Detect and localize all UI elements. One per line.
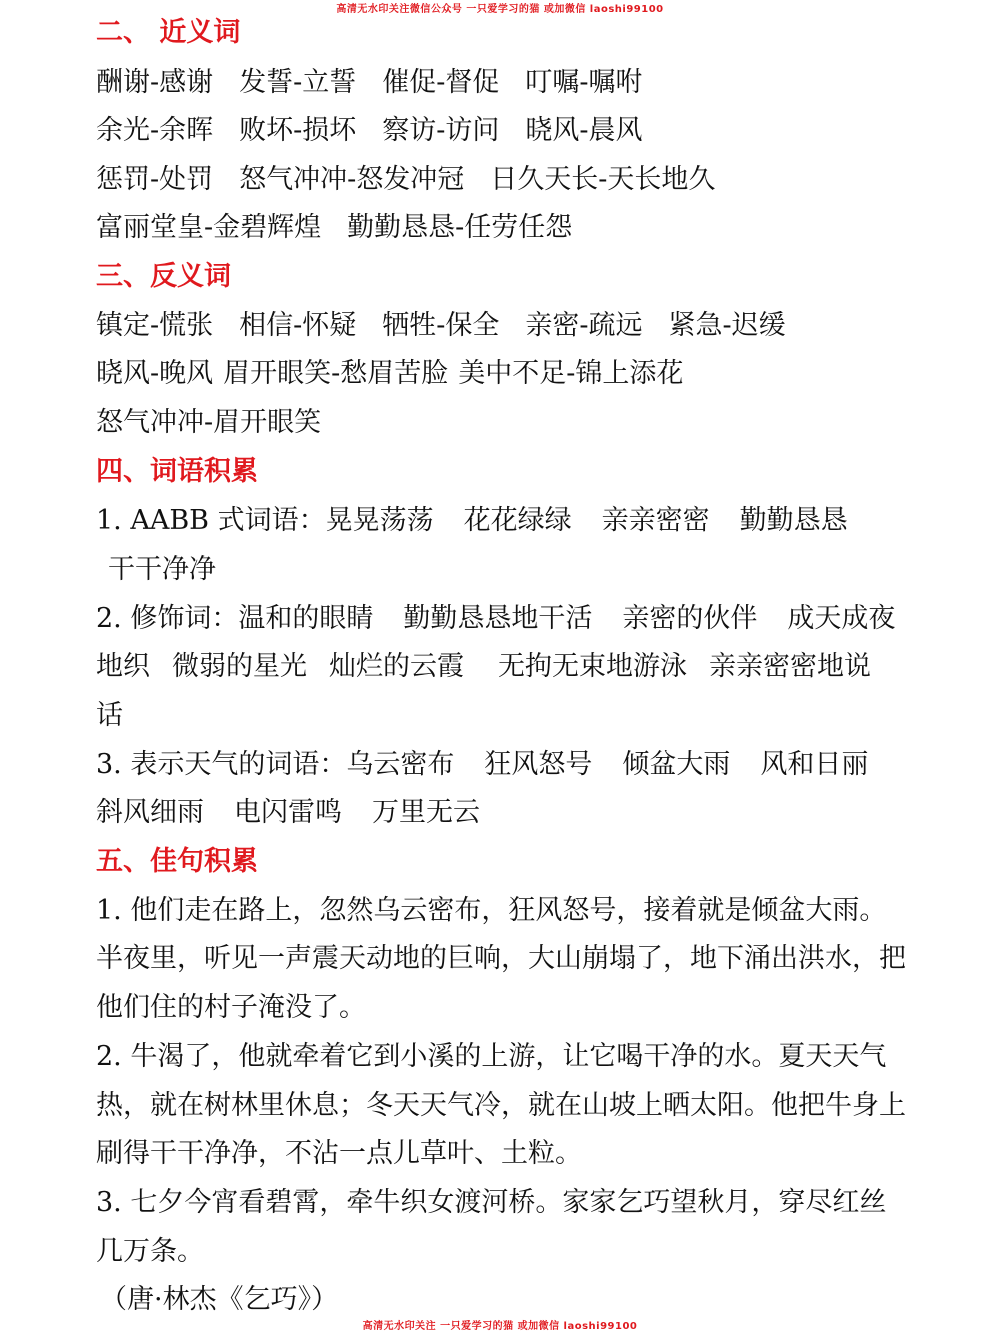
poem-line: 几万条。 [96, 1236, 204, 1267]
word-pair: 余光-余晖 [96, 115, 214, 146]
word-pair: 晓风-晚风 [96, 358, 214, 389]
phrase: 亲密的伙伴 [622, 603, 758, 634]
word-pair: 相信-怀疑 [239, 310, 357, 341]
word-pair: 怒气冲冲-眉开眼笑 [96, 407, 322, 438]
phrase: 斜风细雨 [96, 797, 204, 828]
sentences-heading: 五、佳句积累 [96, 846, 258, 877]
phrase: 倾盆大雨 [622, 749, 731, 780]
phrase: 勤勤恳恳地干活 [403, 603, 593, 634]
sentence-line: 他们住的村子淹没了。 [96, 992, 366, 1023]
vocab-item-2-line-2 [96, 650, 910, 684]
word-pair: 酬谢-感谢 [96, 67, 214, 98]
vocab-heading: 四、词语积累 [96, 456, 258, 487]
word: 亲亲密密 [601, 505, 710, 536]
antonyms-heading: 三、反义词 [96, 261, 231, 292]
word-pair: 察访-访问 [382, 115, 500, 146]
watermark-top: 高清无水印关注微信公众号 一只爱学习的猫 或加微信 laoshi99100 [336, 4, 664, 15]
phrase: 成天成夜 [787, 603, 896, 634]
vocab-item-2-line-1 [96, 602, 910, 636]
phrase: 微弱的星光 [172, 651, 307, 682]
poem-attribution: （唐·林杰《乞巧》） [100, 1284, 339, 1315]
word-pair: 勤勤恳恳-任劳任怨 [347, 212, 573, 243]
synonyms-row-3 [96, 163, 910, 197]
watermark-bottom: 高清无水印关注 一只爱学习的猫 或加微信 laoshi99100 [362, 1321, 638, 1332]
sentence-line: 1. 他们走在路上，忽然乌云密布，狂风怒号，接着就是倾盆大雨。 [96, 895, 887, 926]
word-pair: 美中不足-锦上添花 [458, 358, 684, 389]
phrase: 亲亲密密地说 [709, 651, 871, 682]
vocab-item-1-cont: 干干净净 [108, 554, 216, 585]
word: 勤勤恳恳 [739, 505, 848, 536]
word: 晃晃荡荡 [325, 505, 434, 536]
word-pair: 日久天长-天长地久 [490, 164, 716, 195]
synonyms-row-2 [96, 114, 910, 148]
poem-line: 3. 七夕今宵看碧霄，牵牛织女渡河桥。家家乞巧望秋月，穿尽红丝 [96, 1187, 887, 1218]
word-pair: 富丽堂皇-金碧辉煌 [96, 212, 322, 243]
phrase: 狂风怒号 [484, 749, 593, 780]
word-pair: 叮嘱-嘱咐 [525, 67, 643, 98]
vocab-item-3-line-2 [96, 796, 910, 830]
vocab-item-3-line-1 [96, 748, 910, 782]
antonyms-row-3 [96, 406, 910, 440]
word-pair: 紧急-迟缓 [668, 310, 786, 341]
sentence-line: 2. 牛渴了，他就牵着它到小溪的上游，让它喝干净的水。夏天天气 [96, 1041, 887, 1072]
phrase: 温和的眼睛 [238, 603, 374, 634]
phrase: 风和日丽 [760, 749, 869, 780]
synonyms-row-4 [96, 211, 910, 245]
phrase: 电闪雷鸣 [234, 797, 342, 828]
phrase: 无拘无束地游泳 [498, 651, 687, 682]
phrase: 地织 [96, 651, 150, 682]
antonyms-row-1 [96, 309, 910, 343]
sentence-line: 刷得干干净净，不沾一点儿草叶、土粒。 [96, 1138, 582, 1169]
word-pair: 催促-督促 [382, 67, 500, 98]
word-pair: 惩罚-处罚 [96, 164, 214, 195]
item-label: 1. AABB 式词语： [96, 505, 326, 536]
vocab-item-1 [96, 504, 910, 538]
word-pair: 镇定-慌张 [96, 310, 214, 341]
vocab-item-2-line-3: 话 [96, 700, 123, 731]
item-label: 3. 表示天气的词语： [96, 749, 347, 780]
synonyms-heading: 二、 近义词 [96, 17, 241, 48]
word-pair: 发誓-立誓 [239, 67, 357, 98]
phrase: 灿烂的云霞 [329, 651, 464, 682]
word-pair: 牺牲-保全 [382, 310, 500, 341]
word-pair: 晓风-晨风 [525, 115, 643, 146]
antonyms-row-2 [96, 357, 910, 391]
word-pair: 怒气冲冲-怒发冲冠 [239, 164, 465, 195]
word-pair: 眉开眼笑-愁眉苦脸 [223, 358, 449, 389]
word-pair: 亲密-疏远 [525, 310, 643, 341]
phrase: 乌云密布 [346, 749, 455, 780]
sentence-line: 热，就在树林里休息；冬天天气冷，就在山坡上晒太阳。他把牛身上 [96, 1090, 906, 1121]
sentence-line: 半夜里，听见一声震天动地的巨响，大山崩塌了，地下涌出洪水，把 [96, 943, 906, 974]
item-label: 2. 修饰词： [96, 603, 239, 634]
phrase: 万里无云 [372, 797, 480, 828]
word: 花花绿绿 [463, 505, 572, 536]
synonyms-row-1 [96, 66, 910, 100]
word-pair: 败坏-损坏 [239, 115, 357, 146]
